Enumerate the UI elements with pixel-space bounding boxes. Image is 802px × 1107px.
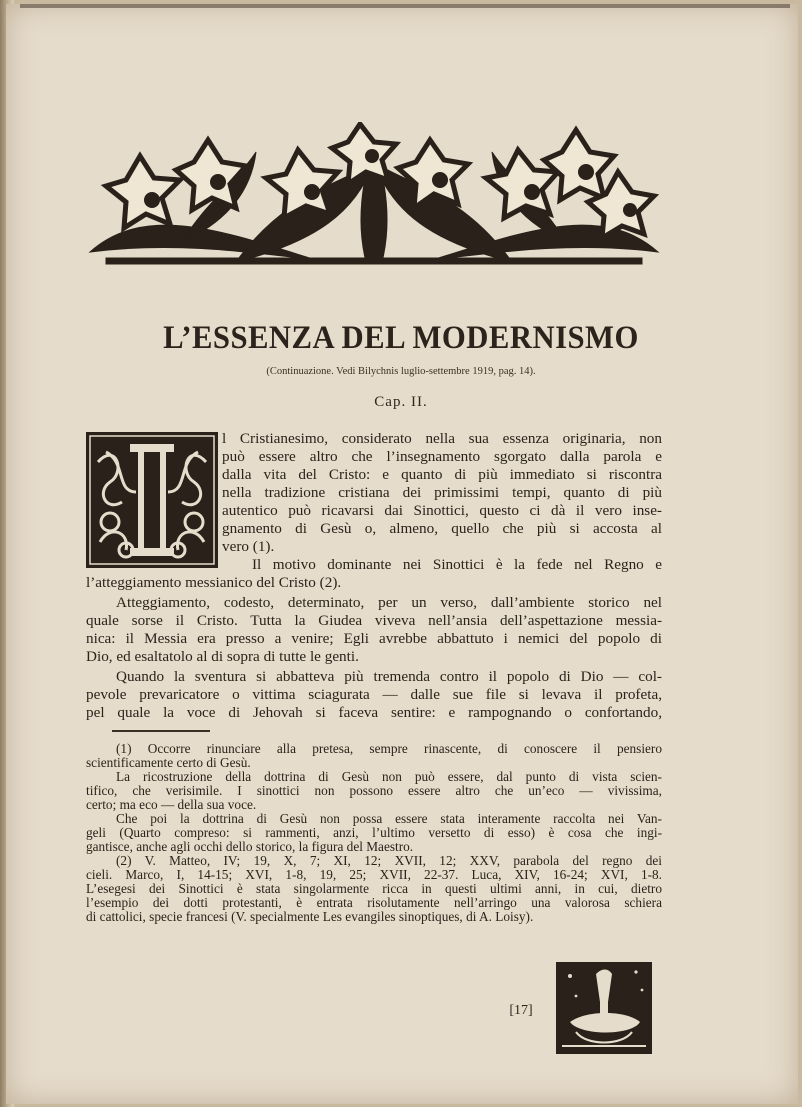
body-line: dalla vita del Cristo: e quanto di più immediato si riscontra: [222, 466, 662, 483]
footnote-line: l’esempio dei dotti protestanti, è entrata risolutamente nell’arringo una valorosa schiera: [86, 895, 662, 910]
footnote-line: certo; ma eco — della sua voce.: [86, 797, 257, 812]
body-line: può essere altro che l’insegnamento sgorgato dalla parola e: [222, 448, 662, 465]
footnote-line: L’esegesi dei Sinottici è stata singolarmente ricca in questi ultimi anni, in cui, dietro: [86, 881, 662, 896]
body-line: quale sorse il Cristo. Tutta la Giudea viveva nell’ansia dell’aspettazione messia-: [86, 612, 662, 629]
footnote-line: La ricostruzione della dottrina di Gesù non può essere, dal punto di vista scien-: [116, 769, 662, 784]
drop-cap-ornament: [86, 432, 218, 568]
footnote-line: scientificamente certo di Gesù.: [86, 755, 251, 770]
body-line: Quando la sventura si abbatteva più tremenda contro il popolo di Dio — col-: [116, 668, 662, 685]
body-line: pevole prevaricatore o vittima sciagurata — dalle sue file si levava il profeta,: [86, 686, 662, 703]
body-line: l Cristianesimo, considerato nella sua essenza originaria, non: [222, 430, 662, 447]
page-number: [17]: [509, 1003, 533, 1018]
footnote-line: di cattolici, specie francesi (V. specialmente Les evangiles sinoptiques, di A. Loisy).: [86, 909, 534, 924]
drop-cap-letter: I: [151, 512, 153, 513]
footnote-line: cieli. Marco, I, 14-15; XVI, 1-8, 19, 25; XVII, 22-37. Luca, XIV, 16-24; XVI, 1-8.: [86, 867, 662, 882]
chapter-heading: Cap. II.: [374, 394, 428, 410]
footnote-line: gantisce, anche agli occhi dello storico, la figura del Maestro.: [86, 839, 414, 854]
body-line: gnamento di Gesù o, almeno, quello che più si accosta al: [222, 520, 662, 537]
subtitle-text: (Continuazione. Vedi Bilychnis luglio-settembre 1919, pag. 14).: [266, 366, 536, 377]
body-line: Il motivo dominante nei Sinottici è la fede nel Regno e: [252, 556, 662, 573]
page-top-edge: [20, 4, 790, 8]
body-line: Atteggiamento, codesto, determinato, per un verso, dall’ambiente storico nel: [116, 594, 662, 611]
footnote-line: geli (Quarto compreso: si rammenti, anzi, l’ultimo versetto di esso) è cosa che ingi-: [86, 825, 662, 840]
footnote-line: Che poi la dottrina di Gesù non possa essere stata interamente raccolta nei Van-: [116, 811, 662, 826]
footnote-line: tifico, che verisimile. I sinottici non possono essere altro che un’eco — vivissima,: [86, 783, 662, 798]
body-line: vero (1).: [222, 538, 275, 555]
body-line: nica: il Messia era presso a venire; Egli avrebbe abbattuto i nemici del popolo di: [86, 630, 662, 647]
article-subtitle: [0, 366, 802, 377]
lamp-vignette-image: [556, 962, 652, 1054]
body-line: pel quale la voce di Jehovah si faceva sentire: e rampognando o confortando,: [86, 704, 662, 721]
footnote-line: (1) Occorre rinunciare alla pretesa, sempre rinascente, di conoscere il pensiero: [116, 741, 662, 756]
body-line: autentico può ricavarsi dai Sinottici, questo ci dà il vero inse-: [222, 502, 662, 519]
body-line: nella tradizione cristiana dei primissimi tempi, quanto di più: [222, 484, 662, 501]
body-line: Dio, ed esaltatolo al di sopra di tutte le genti.: [86, 648, 359, 665]
footnote-line: (2) V. Matteo, IV; 19, X, 7; XI, 12; XVII, 12; XXV, parabola del regno dei: [116, 853, 662, 868]
article-title: L’ESSENZA DEL MODERNISMO: [163, 320, 639, 356]
body-line: l’atteggiamento messianico del Cristo (2).: [86, 574, 342, 591]
footnote-divider: [112, 730, 210, 732]
floral-banner-image: [86, 122, 662, 268]
